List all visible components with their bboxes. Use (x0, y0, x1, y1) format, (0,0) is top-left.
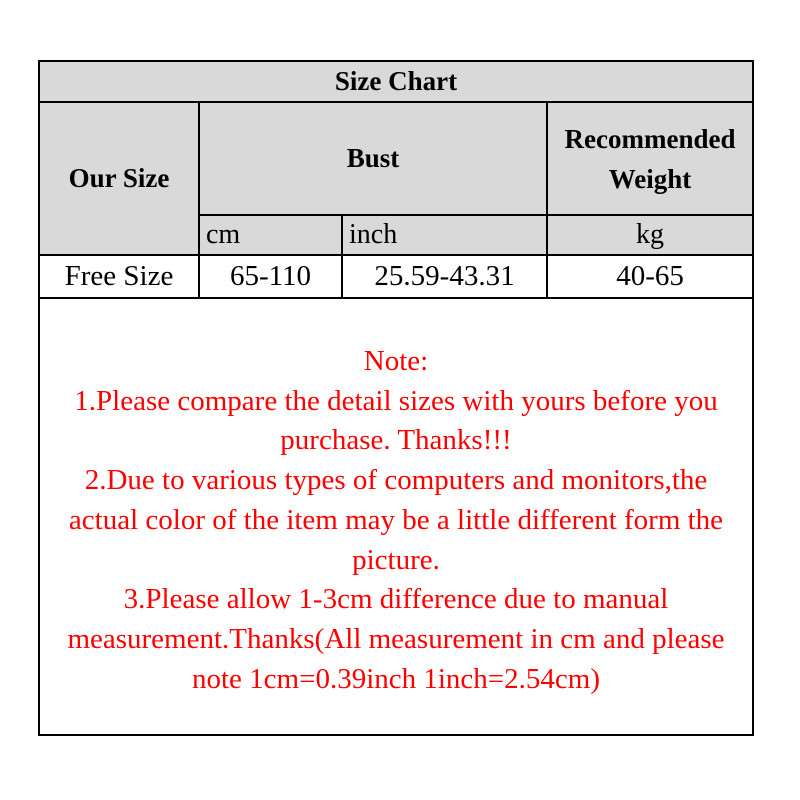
note-line: measurement.Thanks(All measurement in cm and please (67, 622, 725, 655)
size-table (40, 62, 752, 299)
bust-inch-cell: 25.59-43.31 (342, 255, 547, 298)
note-line: 3.Please allow 1-3cm difference due to manual (123, 583, 669, 616)
note-line: actual color of the item may be a little different form the (68, 503, 724, 536)
size-chart (38, 60, 754, 736)
unit-cm: cm (199, 215, 342, 255)
weight-header-line2: Weight (608, 163, 692, 194)
unit-inch: inch (342, 215, 547, 255)
weight-header-line1: Recommended (564, 123, 736, 154)
title-row (40, 62, 752, 102)
table-title: Size Chart (40, 62, 752, 102)
bust-cm-cell: 65-110 (199, 255, 342, 298)
note-line: 1.Please compare the detail sizes with yours before you (74, 384, 718, 417)
note-line: 2.Due to various types of computers and monitors,the (84, 464, 708, 497)
table-row (40, 255, 752, 298)
bust-header: Bust (199, 102, 547, 215)
unit-kg: kg (547, 215, 752, 255)
header-row (40, 102, 752, 215)
note-heading: Note: (363, 345, 429, 377)
note-line: note 1cm=0.39inch 1inch=2.54cm) (191, 662, 600, 695)
our-size-header: Our Size (40, 102, 199, 255)
note-line: picture. (352, 543, 440, 576)
weight-kg-cell: 40-65 (547, 255, 752, 298)
note-line: purchase. Thanks!!! (280, 424, 512, 457)
size-cell: Free Size (40, 255, 199, 298)
weight-header (547, 102, 752, 215)
notes-block (40, 300, 752, 699)
